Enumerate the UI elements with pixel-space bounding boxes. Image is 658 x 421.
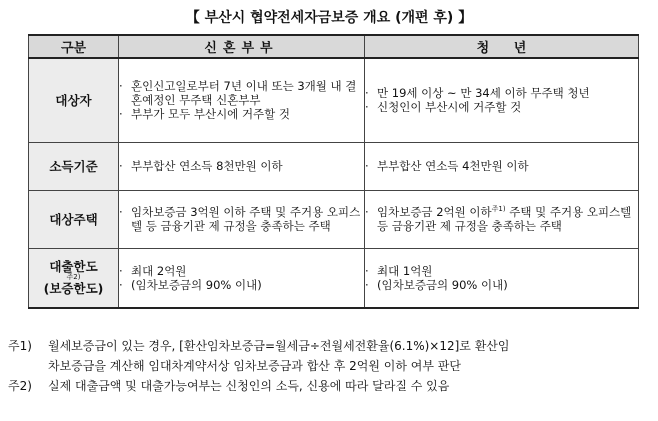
newlywed-loan-ratio: (임차보증금의 90% 이내) bbox=[131, 277, 262, 292]
table-row-income bbox=[29, 142, 639, 190]
youth-housing-cell bbox=[365, 190, 639, 248]
youth-income-limit: 부부합산 연소득 4천만원 이하 bbox=[377, 159, 529, 173]
page-title: 【 부산시 협약전세자금보증 개요 (개편 후) 】 bbox=[185, 10, 473, 26]
guarantee-overview-table bbox=[28, 34, 639, 309]
newlywed-eligibility-cell bbox=[119, 58, 365, 142]
footnote-1-label: 주1) bbox=[8, 339, 32, 353]
newlywed-eligibility-residence: 부부가 모두 부산시에 거주할 것 bbox=[131, 107, 291, 122]
list-item bbox=[365, 86, 638, 100]
bullet-dot: · bbox=[365, 205, 369, 219]
youth-loan-ratio: (임차보증금의 90% 이내) bbox=[377, 277, 508, 292]
youth-loan-max: 최대 1억원 bbox=[377, 263, 433, 278]
list-item bbox=[119, 79, 364, 107]
bullet-dot: · bbox=[119, 277, 123, 292]
newlywed-housing-criteria: 임차보증금 3억원 이하 주택 및 주거용 오피스텔 등 금융기관 제 규정을 충족하는 주택 bbox=[131, 205, 361, 233]
youth-eligibility-age: 만 19세 이상 ~ 만 34세 이하 무주택 청년 bbox=[377, 86, 590, 101]
bullet-dot: · bbox=[365, 159, 369, 173]
footnote-2-text: 실제 대출금액 및 대출가능여부는 신청인의 소득, 신용에 따라 달라질 수 있음 bbox=[48, 379, 450, 393]
row-label-loan-limit bbox=[29, 248, 119, 308]
youth-loan-limit-cell bbox=[365, 248, 639, 308]
list-item bbox=[365, 159, 638, 173]
row-label-housing: 대상주택 bbox=[29, 190, 119, 248]
youth-income-cell bbox=[365, 142, 639, 190]
header-category: 구분 bbox=[29, 35, 119, 58]
bullet-dot: · bbox=[365, 100, 369, 115]
list-item bbox=[119, 264, 364, 278]
youth-eligibility-residence: 신청인이 부산시에 거주할 것 bbox=[377, 100, 522, 115]
footnote-2-label: 주2) bbox=[8, 379, 32, 393]
bullet-dot: · bbox=[119, 205, 123, 219]
footnote-ref-2: 주2) bbox=[66, 273, 81, 282]
bullet-dot: · bbox=[365, 86, 369, 101]
newlywed-housing-cell bbox=[119, 190, 365, 248]
footnote-1-text: 월세보증금이 있는 경우, [환산임차보증금=월세금÷전월세전환율(6.1%)×12]로 환산임 bbox=[48, 339, 510, 353]
footnote-1 bbox=[8, 336, 648, 356]
list-item bbox=[365, 278, 638, 292]
table-row-eligibility bbox=[29, 58, 639, 142]
header-newlywed: 신혼부부 bbox=[119, 35, 365, 58]
loan-limit-label: 대출한도 bbox=[49, 259, 98, 275]
list-item bbox=[365, 205, 638, 233]
youth-housing-text-after: 주택 및 주거용 오피스텔 등 금융기관 제 규정을 충족하는 주택 bbox=[377, 205, 632, 233]
row-label-eligibility: 대상자 bbox=[29, 58, 119, 142]
footnotes bbox=[8, 336, 648, 396]
youth-housing-criteria bbox=[377, 205, 638, 233]
guarantee-limit-label: (보증한도) bbox=[43, 281, 104, 297]
table-row-housing bbox=[29, 190, 639, 248]
bullet-dot: · bbox=[365, 277, 369, 292]
list-item bbox=[119, 205, 364, 233]
footnote-2 bbox=[8, 376, 648, 396]
list-item bbox=[119, 278, 364, 292]
header-youth: 청 년 bbox=[365, 35, 639, 58]
list-item bbox=[365, 100, 638, 114]
footnote-ref-1: 주1) bbox=[491, 205, 506, 214]
bullet-dot: · bbox=[119, 159, 123, 173]
table-header-row bbox=[29, 35, 639, 58]
bullet-dot: · bbox=[365, 263, 369, 278]
row-label-income: 소득기준 bbox=[29, 142, 119, 190]
newlywed-income-limit: 부부합산 연소득 8천만원 이하 bbox=[131, 159, 283, 173]
bullet-dot: · bbox=[119, 263, 123, 278]
youth-eligibility-cell bbox=[365, 58, 639, 142]
newlywed-loan-limit-cell bbox=[119, 248, 365, 308]
bullet-dot: · bbox=[119, 79, 123, 94]
list-item bbox=[119, 107, 364, 121]
newlywed-income-cell bbox=[119, 142, 365, 190]
newlywed-eligibility-marriage: 혼인신고일로부터 7년 이내 또는 3개월 내 결혼예정인 무주택 신혼부부 bbox=[131, 79, 357, 108]
footnote-1-continuation: 차보증금을 계산해 임대차계약서상 임차보증금과 합산 후 2억원 이하 여부 판단 bbox=[48, 359, 461, 373]
table-row-loan-limit bbox=[29, 248, 639, 308]
list-item bbox=[119, 159, 364, 173]
list-item bbox=[365, 264, 638, 278]
youth-housing-text-before: 임차보증금 2억원 이하 bbox=[377, 205, 492, 219]
bullet-dot: · bbox=[119, 107, 123, 122]
newlywed-loan-max: 최대 2억원 bbox=[131, 263, 187, 278]
